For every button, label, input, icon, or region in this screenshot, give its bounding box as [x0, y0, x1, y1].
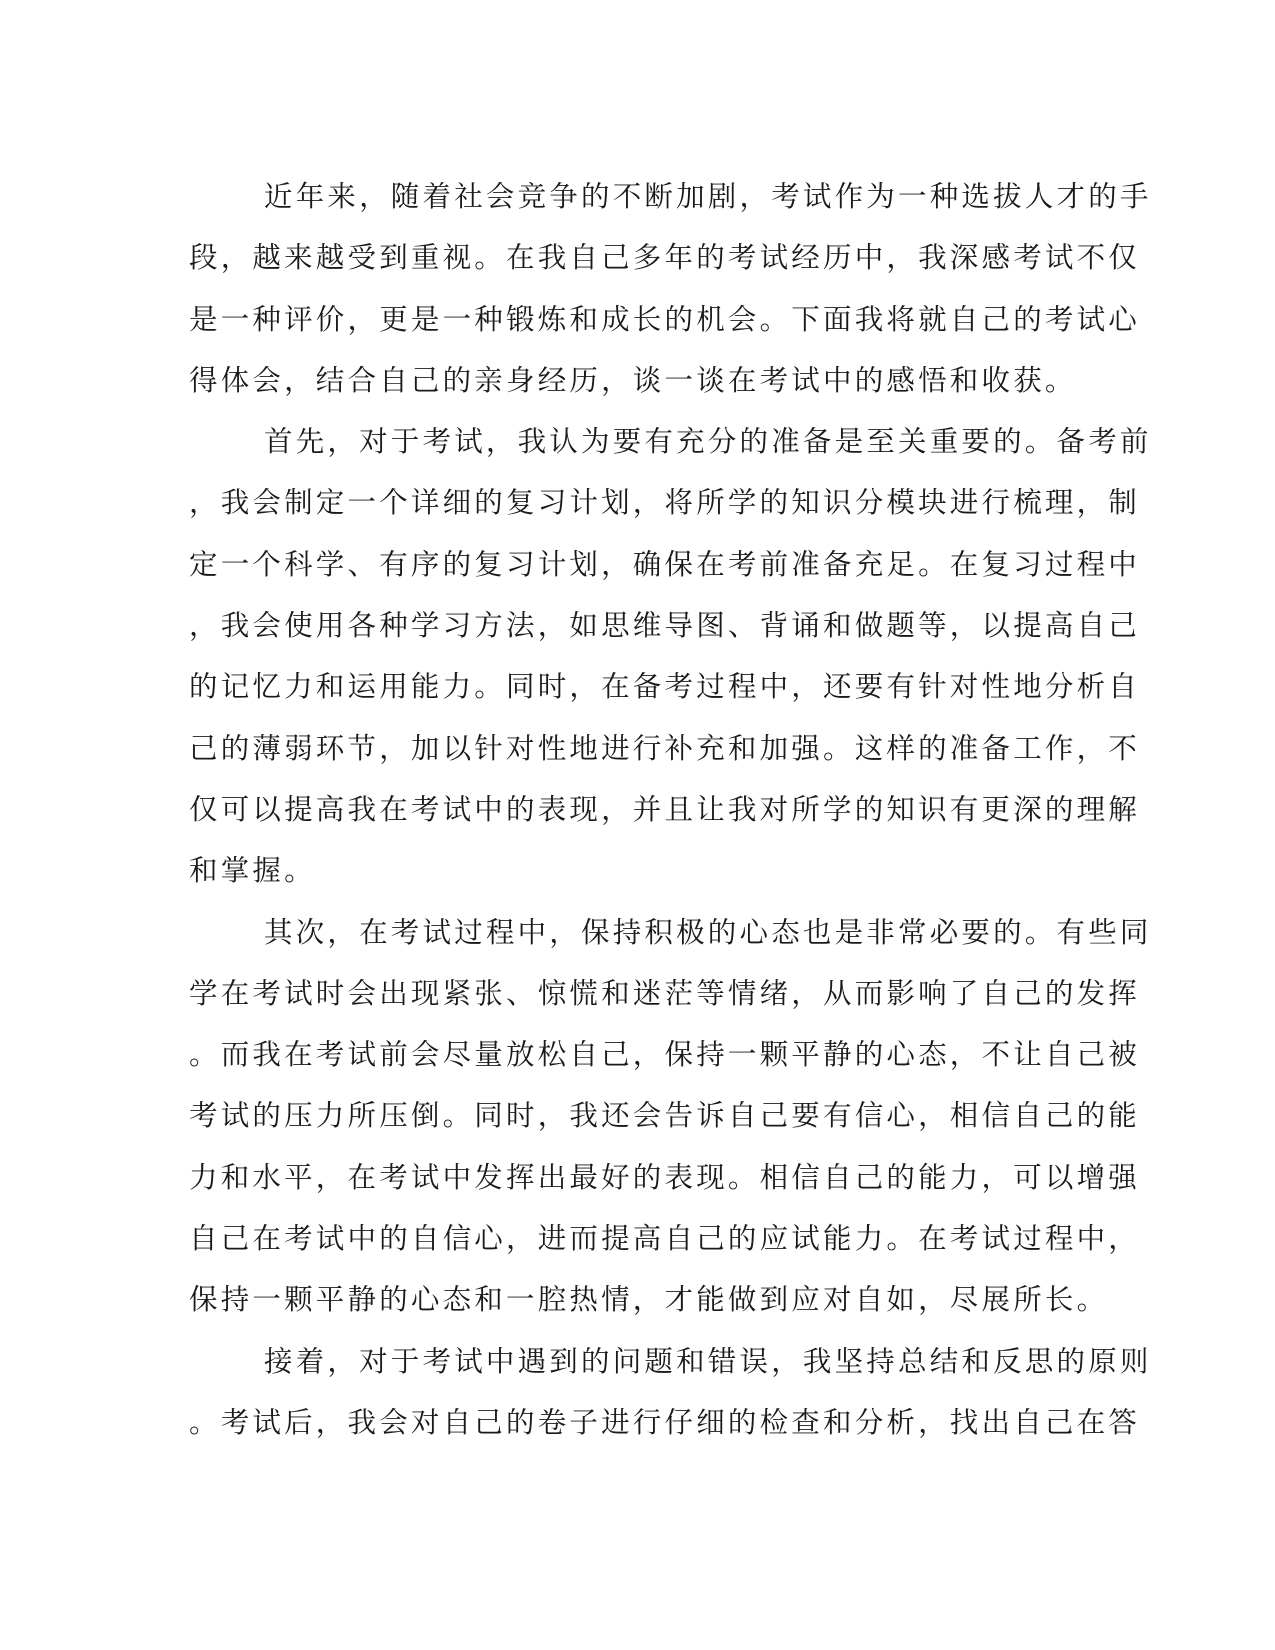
text-line: 的记忆力和运用能力。同时，在备考过程中，还要有针对性地分析自 [189, 670, 1141, 704]
text-line: 得体会，结合自己的亲身经历，谈一谈在考试中的感悟和收获。 [189, 363, 1077, 397]
text-line: 和掌握。 [189, 854, 316, 888]
text-line: 自己在考试中的自信心，进而提高自己的应试能力。在考试过程中， [189, 1222, 1141, 1256]
text-line: 是一种评价，更是一种锻炼和成长的机会。下面我将就自己的考试心 [189, 302, 1141, 336]
text-line: 考试的压力所压倒。同时，我还会告诉自己要有信心，相信自己的能 [189, 1099, 1141, 1133]
text-line: 学在考试时会出现紧张、惊慌和迷茫等情绪，从而影响了自己的发挥 [189, 976, 1141, 1010]
paragraph-first-line: 近年来，随着社会竞争的不断加剧，考试作为一种选拔人才的手 [264, 180, 1152, 213]
text-line: 己的薄弱环节，加以针对性地进行补充和加强。这样的准备工作，不 [189, 731, 1141, 765]
text-line: 。而我在考试前会尽量放松自己，保持一颗平静的心态，不让自己被 [189, 1038, 1141, 1072]
text-line: 保持一颗平静的心态和一腔热情，才能做到应对自如，尽展所长。 [189, 1283, 1109, 1317]
text-line: ，我会使用各种学习方法，如思维导图、背诵和做题等，以提高自己 [189, 609, 1141, 643]
paragraph-first-line: 首先，对于考试，我认为要有充分的准备是至关重要的。备考前 [264, 425, 1152, 459]
paragraph-first-line: 接着，对于考试中遇到的问题和错误，我坚持总结和反思的原则 [264, 1344, 1152, 1378]
text-line: 仅可以提高我在考试中的表现，并且让我对所学的知识有更深的理解 [189, 792, 1141, 826]
text-line: 定一个科学、有序的复习计划，确保在考前准备充足。在复习过程中 [189, 547, 1141, 581]
text-line: 力和水平，在考试中发挥出最好的表现。相信自己的能力，可以增强 [189, 1160, 1141, 1194]
paragraph-first-line: 其次，在考试过程中，保持积极的心态也是非常必要的。有些同 [264, 915, 1152, 949]
document-body [189, 166, 1152, 1453]
text-line: ，我会制定一个详细的复习计划，将所学的知识分模块进行梳理，制 [189, 486, 1141, 520]
text-line: 。考试后，我会对自己的卷子进行仔细的检查和分析，找出自己在答 [189, 1405, 1141, 1439]
text-line: 段，越来越受到重视。在我自己多年的考试经历中，我深感考试不仅 [189, 241, 1141, 275]
